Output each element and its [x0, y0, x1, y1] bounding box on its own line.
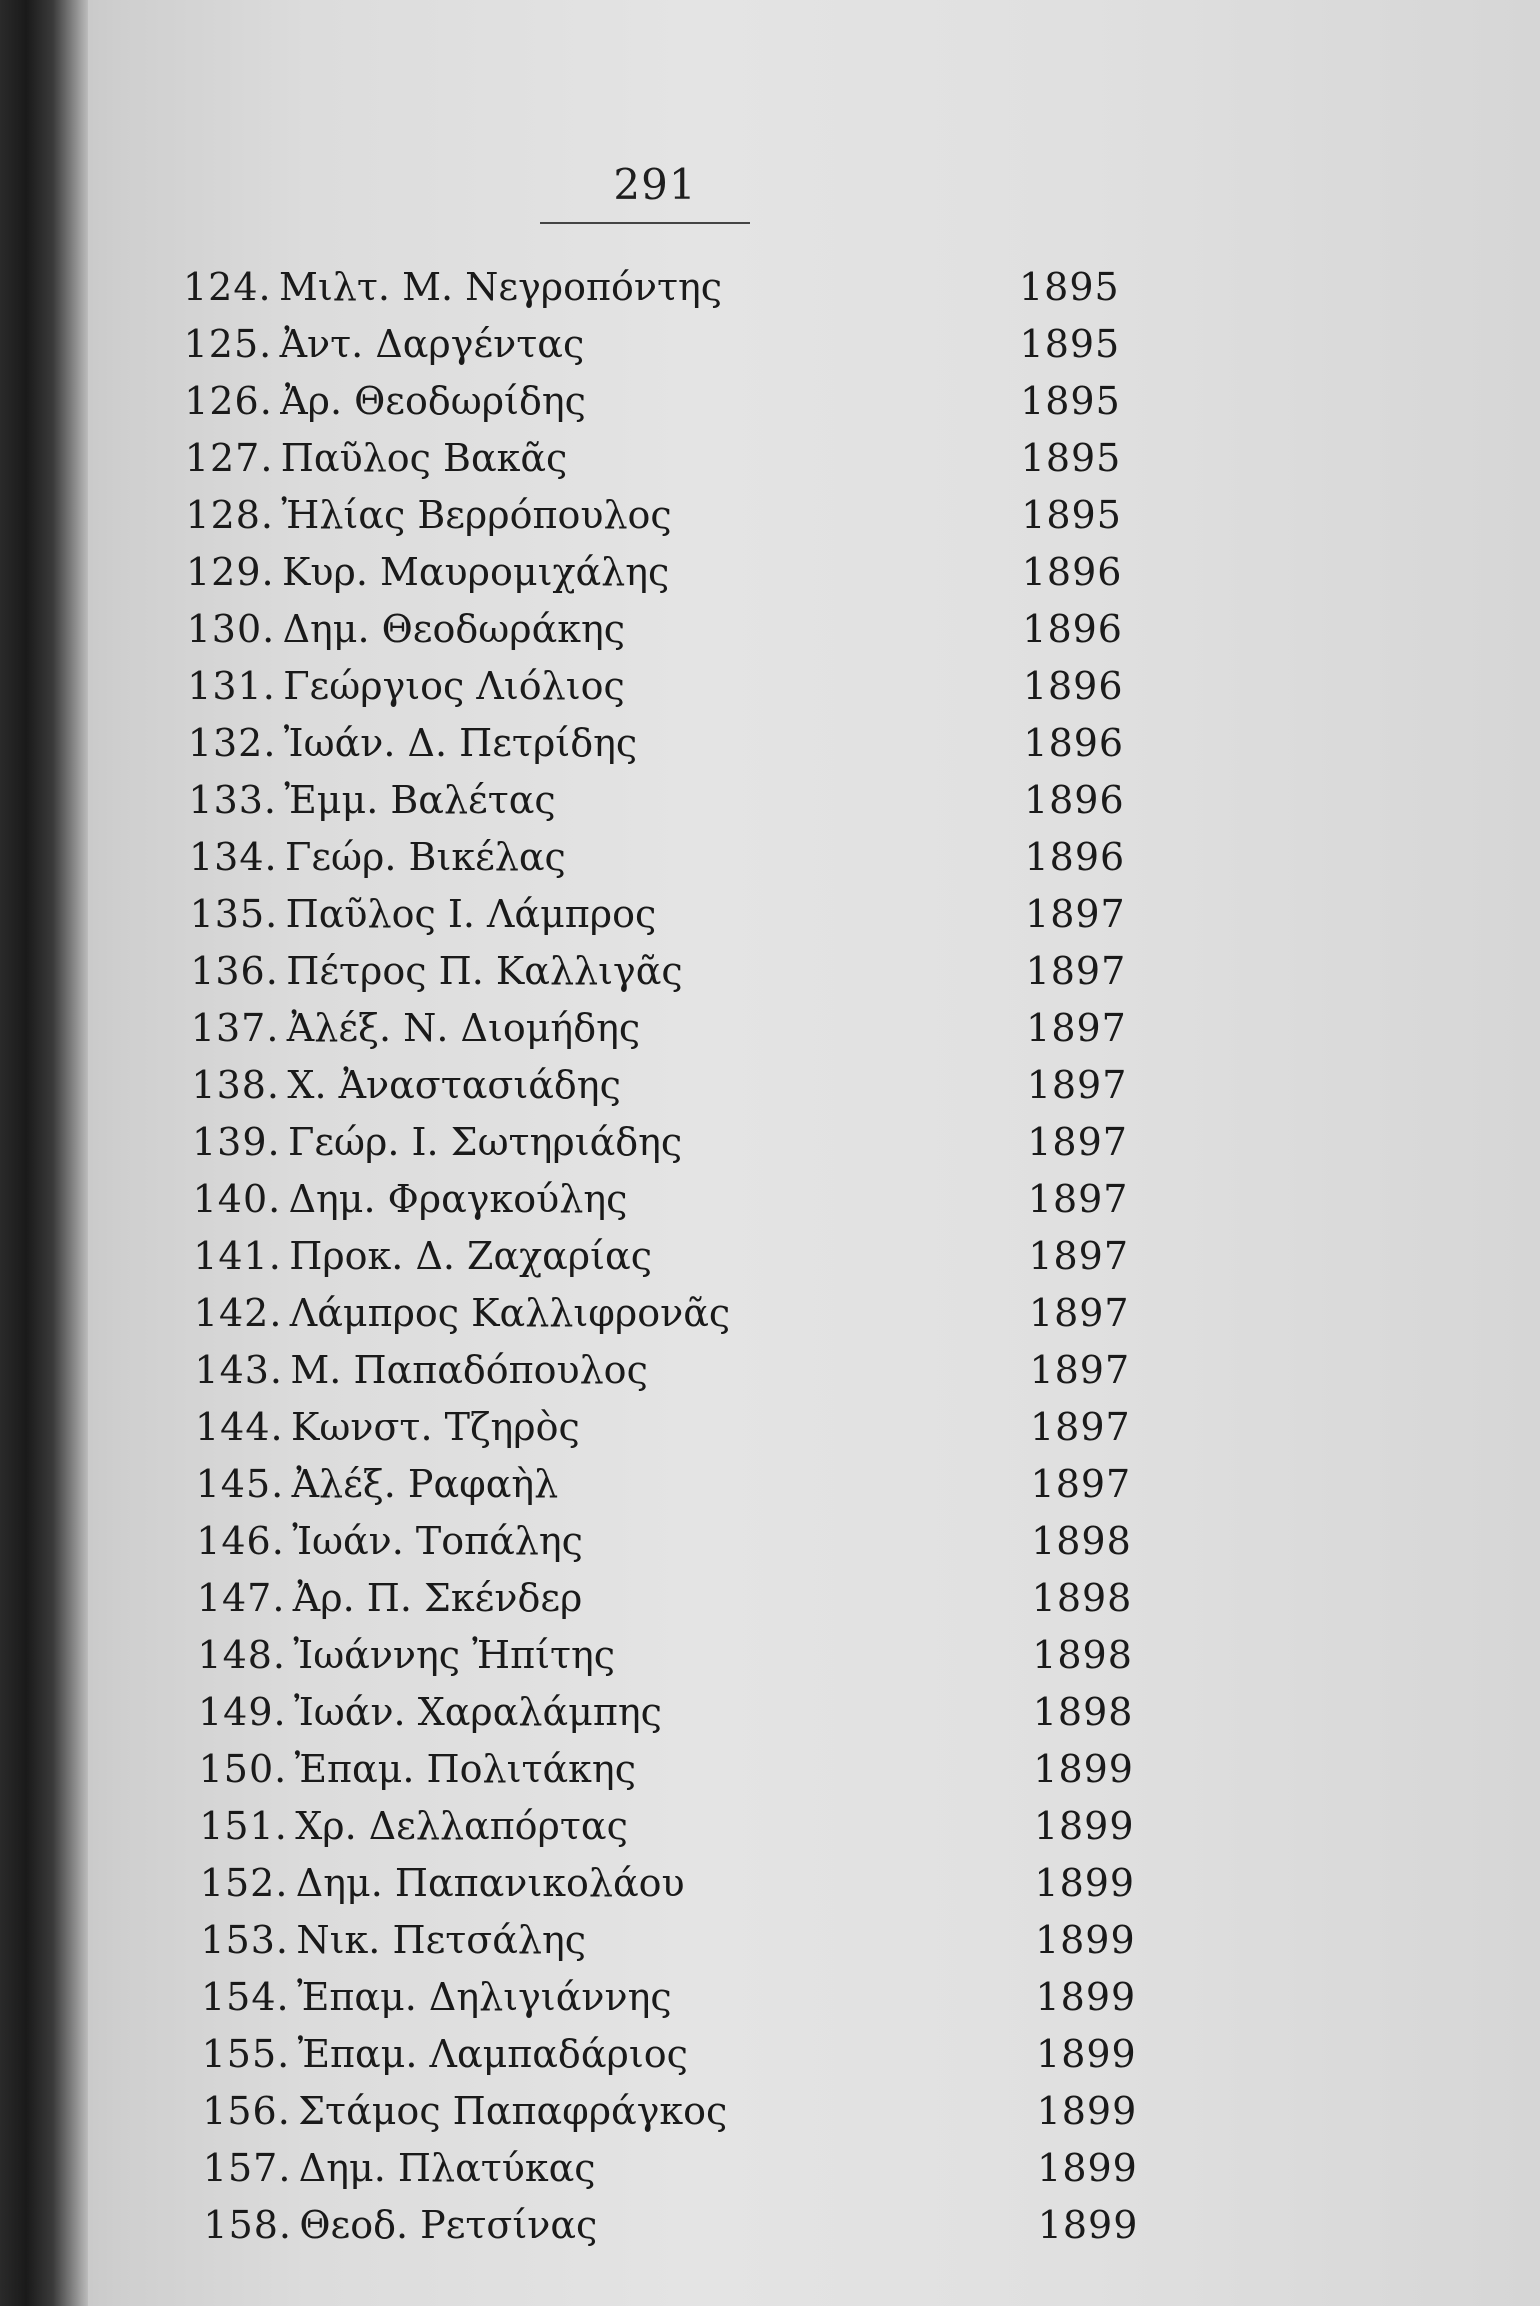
entry-year: 1897 — [1030, 1405, 1131, 1449]
entry-year: 1896 — [1024, 835, 1126, 879]
entry-year: 1899 — [1036, 2032, 1137, 2076]
entry-number: 137. — [190, 1006, 280, 1050]
entry-number: 158. — [203, 2203, 292, 2247]
list-item — [196, 1459, 1141, 1509]
entry-name: Ἐπαμ. Λαμπαδάριος — [297, 2032, 688, 2076]
entry-number: 133. — [188, 778, 277, 822]
entry-name: Γεώργιος Λιόλιος — [283, 664, 625, 708]
entry-year: 1897 — [1028, 1291, 1130, 1335]
entry-year: 1897 — [1025, 949, 1127, 993]
entry-year: 1899 — [1033, 1804, 1135, 1848]
entry-year: 1896 — [1022, 664, 1124, 708]
list-item — [190, 889, 1135, 939]
entry-name: Ἀρ. Π. Σκένδερ — [292, 1576, 583, 1620]
entry-name: Ἠλίας Βερρόπουλος — [281, 493, 672, 537]
entry-number: 129. — [186, 550, 275, 594]
entry-year: 1895 — [1021, 493, 1122, 537]
list-item — [189, 832, 1135, 882]
entry-year: 1899 — [1034, 1861, 1136, 1905]
entry-name: Ἐμμ. Βαλέτας — [284, 778, 556, 822]
entry-number: 148. — [197, 1633, 286, 1677]
list-item — [202, 2029, 1146, 2079]
entry-year: 1895 — [1020, 436, 1122, 480]
entry-year: 1896 — [1021, 550, 1123, 594]
list-item — [202, 2086, 1146, 2136]
entry-name: Χρ. Δελλαπόρτας — [295, 1804, 628, 1848]
list-item — [194, 1288, 1139, 1338]
entry-year: 1897 — [1029, 1348, 1131, 1392]
entry-number: 128. — [185, 493, 274, 537]
entry-name: Ἀντ. Δαργέντας — [279, 322, 585, 366]
entry-number: 157. — [202, 2146, 292, 2190]
entry-year: 1897 — [1025, 892, 1126, 936]
entry-year: 1897 — [1030, 1462, 1132, 1506]
entry-name: Προκ. Δ. Ζαχαρίας — [289, 1234, 652, 1278]
entry-name: Παῦλος Ι. Λάμπρος — [285, 892, 657, 936]
list-item — [203, 2200, 1147, 2250]
entry-year: 1898 — [1031, 1576, 1133, 1620]
entry-name: Πέτρος Π. Καλλιγᾶς — [286, 949, 683, 993]
entry-name: Ἰωάν. Δ. Πετρίδης — [283, 721, 638, 765]
entry-year: 1895 — [1019, 265, 1120, 309]
list-item — [185, 433, 1131, 483]
entry-number: 144. — [195, 1405, 284, 1449]
entry-year: 1898 — [1032, 1690, 1134, 1734]
entry-name: Ἰωάν. Τοπάλης — [292, 1519, 583, 1563]
list-item — [185, 490, 1131, 540]
entry-number: 152. — [199, 1861, 289, 1905]
entry-name: Ἐπαμ. Πολιτάκης — [294, 1747, 636, 1791]
list-item — [199, 1801, 1144, 1851]
entry-name: Δημ. Παπανικολάου — [295, 1861, 685, 1905]
entry-year: 1897 — [1027, 1120, 1128, 1164]
entry-year: 1899 — [1033, 1747, 1134, 1791]
entry-year: 1899 — [1035, 1975, 1137, 2019]
list-item — [199, 1744, 1144, 1794]
entry-name: Ἀρ. Θεοδωρίδης — [280, 379, 586, 423]
list-item — [184, 376, 1130, 426]
entry-number: 156. — [202, 2089, 291, 2133]
entry-number: 131. — [187, 664, 276, 708]
list-item — [188, 718, 1134, 768]
entry-year: 1895 — [1020, 379, 1121, 423]
entry-name: Δημ. Φραγκούλης — [288, 1177, 628, 1221]
list-item — [200, 1858, 1145, 1908]
entry-name: Γεώρ. Ι. Σωτηριάδης — [288, 1120, 683, 1164]
entry-name: Ἐπαμ. Δηλιγιάννης — [297, 1975, 672, 2019]
list-item — [203, 2143, 1147, 2193]
list-item — [193, 1174, 1138, 1224]
entry-year: 1897 — [1027, 1177, 1129, 1221]
entry-number: 142. — [193, 1291, 283, 1335]
entry-name: Ἀλέξ. Ραφαὴλ — [291, 1462, 559, 1506]
entry-year: 1896 — [1023, 778, 1125, 822]
list-item — [192, 1117, 1137, 1167]
list-item — [200, 1915, 1145, 1965]
entry-number: 124. — [183, 265, 272, 309]
entry-name: Γεώρ. Βικέλας — [285, 835, 566, 879]
entry-number: 139. — [192, 1120, 281, 1164]
entry-year: 1898 — [1032, 1633, 1133, 1677]
list-item — [184, 319, 1130, 369]
entry-year: 1897 — [1028, 1234, 1130, 1278]
entry-name: Παῦλος Βακᾶς — [280, 436, 568, 480]
entry-name: Ἀλέξ. Ν. Διομήδης — [286, 1006, 641, 1050]
list-item — [201, 1972, 1146, 2022]
entry-number: 132. — [187, 721, 277, 765]
entry-name: Στάμος Παπαφράγκος — [298, 2089, 728, 2133]
entry-name: Ἰωάν. Χαραλάμπης — [294, 1690, 662, 1734]
entry-year: 1896 — [1023, 721, 1125, 765]
entry-number: 145. — [195, 1462, 285, 1506]
entry-number: 138. — [191, 1063, 280, 1107]
entry-number: 134. — [189, 835, 278, 879]
entry-name: Νικ. Πετσάλης — [296, 1918, 587, 1962]
entry-number: 135. — [189, 892, 279, 936]
list-item — [183, 262, 1129, 312]
entry-number: 126. — [184, 379, 273, 423]
list-item — [188, 775, 1134, 825]
entry-year: 1899 — [1037, 2203, 1139, 2247]
entry-number: 136. — [190, 949, 279, 993]
entry-name: Θεοδ. Ρετσίνας — [299, 2203, 598, 2247]
list-item — [190, 946, 1135, 996]
entry-number: 153. — [200, 1918, 289, 1962]
page-number: 291 — [613, 160, 697, 209]
entry-number: 147. — [196, 1576, 286, 1620]
entry-number: 130. — [186, 607, 276, 651]
list-item — [195, 1402, 1140, 1452]
entry-year: 1899 — [1036, 2089, 1138, 2133]
entry-name: Μ. Παπαδόπουλος — [290, 1348, 648, 1392]
entry-year: 1899 — [1037, 2146, 1138, 2190]
entry-number: 125. — [183, 322, 273, 366]
list-item — [186, 547, 1132, 597]
entry-year: 1895 — [1019, 322, 1121, 366]
list-item — [197, 1630, 1142, 1680]
entry-year: 1897 — [1026, 1006, 1127, 1050]
entry-name: Δημ. Πλατύκας — [298, 2146, 596, 2190]
list-item — [198, 1687, 1143, 1737]
list-item — [197, 1573, 1142, 1623]
list-item — [194, 1345, 1139, 1395]
entry-number: 155. — [201, 2032, 291, 2076]
list-item — [187, 604, 1133, 654]
entry-name: Κυρ. Μαυρομιχάλης — [282, 550, 670, 594]
entry-number: 154. — [201, 1975, 290, 2019]
entry-year: 1896 — [1022, 607, 1123, 651]
list-item — [191, 1060, 1136, 1110]
entry-name: Ἰωάννης Ἠπίτης — [293, 1633, 616, 1677]
entry-number: 141. — [193, 1234, 282, 1278]
entry-number: 150. — [198, 1747, 288, 1791]
entry-number: 127. — [184, 436, 274, 480]
list-item — [191, 1003, 1136, 1053]
entry-number: 146. — [196, 1519, 285, 1563]
entry-name: Κωνστ. Τζηρὸς — [291, 1405, 580, 1449]
entry-number: 149. — [198, 1690, 287, 1734]
entry-name: Χ. Ἀναστασιάδης — [287, 1063, 621, 1107]
entry-year: 1899 — [1034, 1918, 1136, 1962]
entry-name: Λάμπρος Καλλιφρονᾶς — [289, 1291, 731, 1335]
entry-number: 143. — [194, 1348, 283, 1392]
entry-year: 1898 — [1031, 1519, 1132, 1563]
list-item — [196, 1516, 1141, 1566]
entry-number: 140. — [192, 1177, 282, 1221]
list-item — [187, 661, 1133, 711]
entry-number: 151. — [199, 1804, 288, 1848]
entry-name: Μιλτ. Μ. Νεγροπόντης — [279, 265, 723, 309]
entry-year: 1897 — [1026, 1063, 1128, 1107]
entry-name: Δημ. Θεοδωράκης — [282, 607, 626, 651]
list-item — [193, 1231, 1138, 1281]
